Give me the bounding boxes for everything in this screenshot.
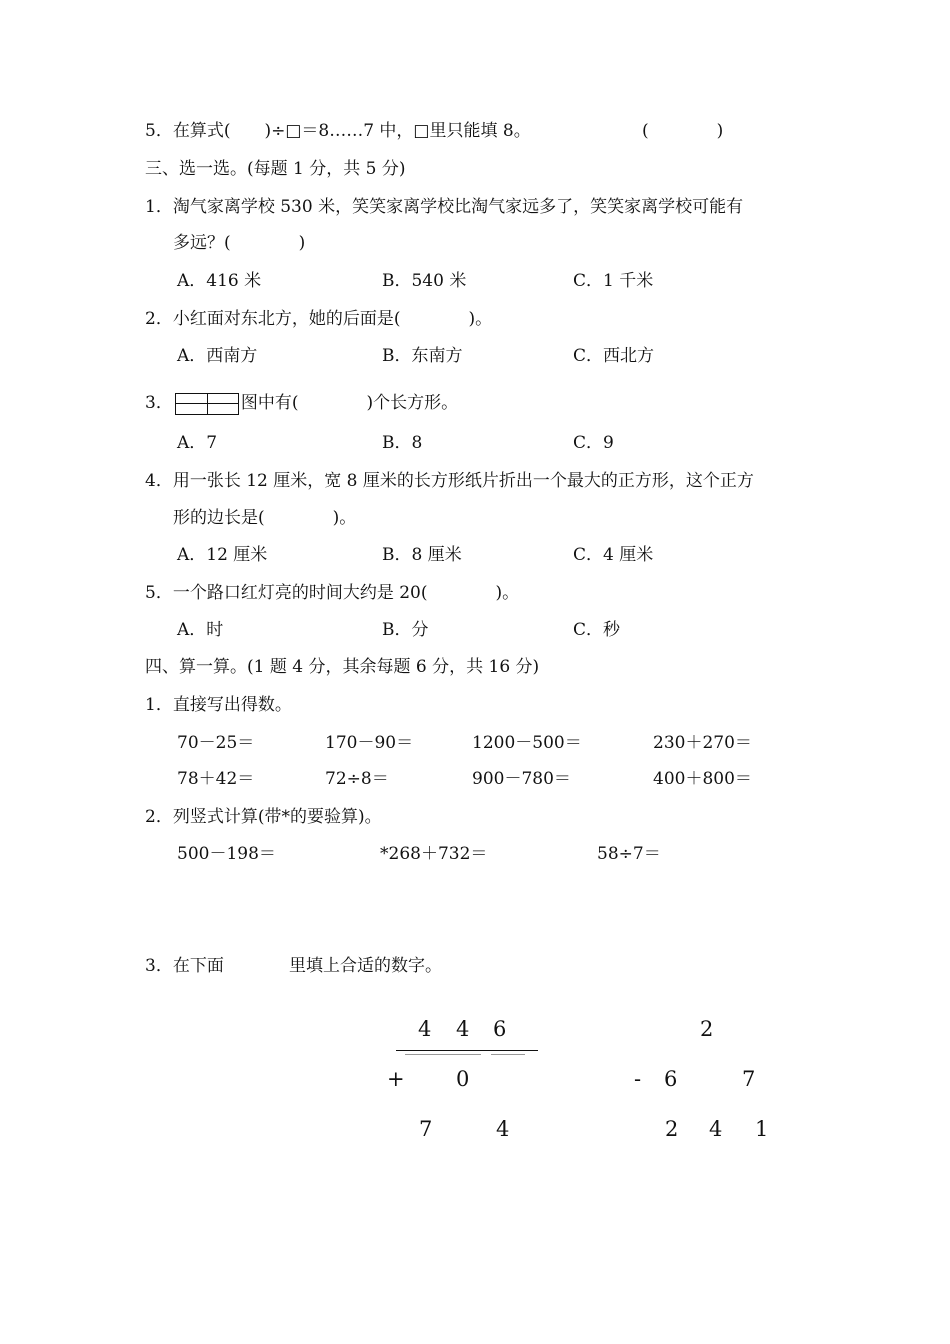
sub-top-digit: 2 [700, 1017, 714, 1041]
s4-q3-part1: 3．在下面 [145, 956, 224, 976]
s3-q4-line2: 形的边长是( )。 [173, 508, 357, 528]
vertical-calc-2: *268＋732＝ [380, 844, 488, 864]
sub-mid-digit-2: 7 [742, 1067, 756, 1091]
sum-line [396, 1050, 538, 1051]
s3-q4-option-c[interactable]: C．4 厘米 [573, 545, 654, 565]
s3-q3-number: 3． [145, 393, 173, 413]
s3-q3-option-a[interactable]: A．7 [177, 433, 218, 453]
s3-q3-option-b[interactable]: B．8 [382, 433, 423, 453]
s4-q3-part2: 里填上合适的数字。 [289, 956, 442, 976]
vertical-calc-1: 500－198＝ [177, 844, 276, 864]
sub-bottom-digit-3: 1 [755, 1117, 769, 1141]
s3-q1-line2: 多远？( ) [173, 233, 306, 253]
s3-q1-option-b[interactable]: B．540 米 [382, 271, 467, 291]
s3-q3-text: 图中有( )个长方形。 [240, 393, 459, 413]
add-top-digit-3: 6 [493, 1017, 507, 1041]
s3-q5-option-a[interactable]: A．时 [177, 620, 224, 640]
add-bottom-digit-2: 4 [496, 1117, 510, 1141]
add-mid-digit: 0 [456, 1067, 470, 1091]
s3-q5: 5．一个路口红灯亮的时间大约是 20( )。 [145, 583, 520, 603]
s3-q4-line1: 4．用一张长 12 厘米，宽 8 厘米的长方形纸片折出一个最大的正方形，这个正方 [145, 471, 754, 491]
s3-q2-option-b[interactable]: B．东南方 [382, 346, 463, 366]
s3-q2-option-c[interactable]: C．西北方 [573, 346, 655, 366]
s3-q5-option-b[interactable]: B．分 [382, 620, 429, 640]
add-top-digit-2: 4 [456, 1017, 470, 1041]
judge-answer-blank[interactable]: ( ) [642, 121, 724, 141]
s3-q1-option-c[interactable]: C．1 千米 [573, 271, 654, 291]
minus-sign: - [634, 1067, 642, 1091]
rectangle-figure [175, 393, 239, 415]
s3-q5-option-c[interactable]: C．秒 [573, 620, 621, 640]
sum-line-faint-1 [405, 1054, 481, 1055]
s3-q2-option-a[interactable]: A．西南方 [177, 346, 258, 366]
oral-calc-6: 72÷8＝ [325, 769, 389, 789]
oral-calc-1: 70－25＝ [177, 733, 255, 753]
sub-mid-digit-1: 6 [664, 1067, 678, 1091]
s3-q4-option-b[interactable]: B．8 厘米 [382, 545, 462, 565]
s4-q2: 2．列竖式计算(带*的要验算)。 [145, 807, 382, 827]
vertical-calc-3: 58÷7＝ [597, 844, 661, 864]
plus-sign: + [387, 1067, 405, 1091]
add-top-digit-1: 4 [418, 1017, 432, 1041]
s3-q3 [145, 392, 458, 415]
oral-calc-2: 170－90＝ [325, 733, 414, 753]
sub-bottom-digit-2: 4 [709, 1117, 723, 1141]
s3-q2: 2．小红面对东北方，她的后面是( )。 [145, 309, 493, 329]
s3-q4-option-a[interactable]: A．12 厘米 [177, 545, 268, 565]
oral-calc-8: 400＋800＝ [653, 769, 752, 789]
sub-bottom-digit-1: 2 [665, 1117, 679, 1141]
judge-question-5: 5．在算式( )÷□＝8……7 中，□里只能填 8。 [145, 121, 531, 141]
add-bottom-digit-1: 7 [419, 1117, 433, 1141]
oral-calc-3: 1200－500＝ [472, 733, 582, 753]
s3-q3-option-c[interactable]: C．9 [573, 433, 614, 453]
s3-q1-line1: 1．淘气家离学校 530 米，笑笑家离学校比淘气家远多了，笑笑家离学校可能有 [145, 197, 744, 217]
oral-calc-4: 230＋270＝ [653, 733, 752, 753]
s4-q1: 1．直接写出得数。 [145, 695, 292, 715]
sum-line-faint-2 [491, 1054, 525, 1055]
s3-q1-option-a[interactable]: A．416 米 [177, 271, 262, 291]
oral-calc-7: 900－780＝ [472, 769, 571, 789]
section-3-title: 三、选一选。(每题 1 分，共 5 分) [145, 159, 406, 179]
section-4-title: 四、算一算。(1 题 4 分，其余每题 6 分，共 16 分) [145, 657, 540, 677]
oral-calc-5: 78＋42＝ [177, 769, 255, 789]
